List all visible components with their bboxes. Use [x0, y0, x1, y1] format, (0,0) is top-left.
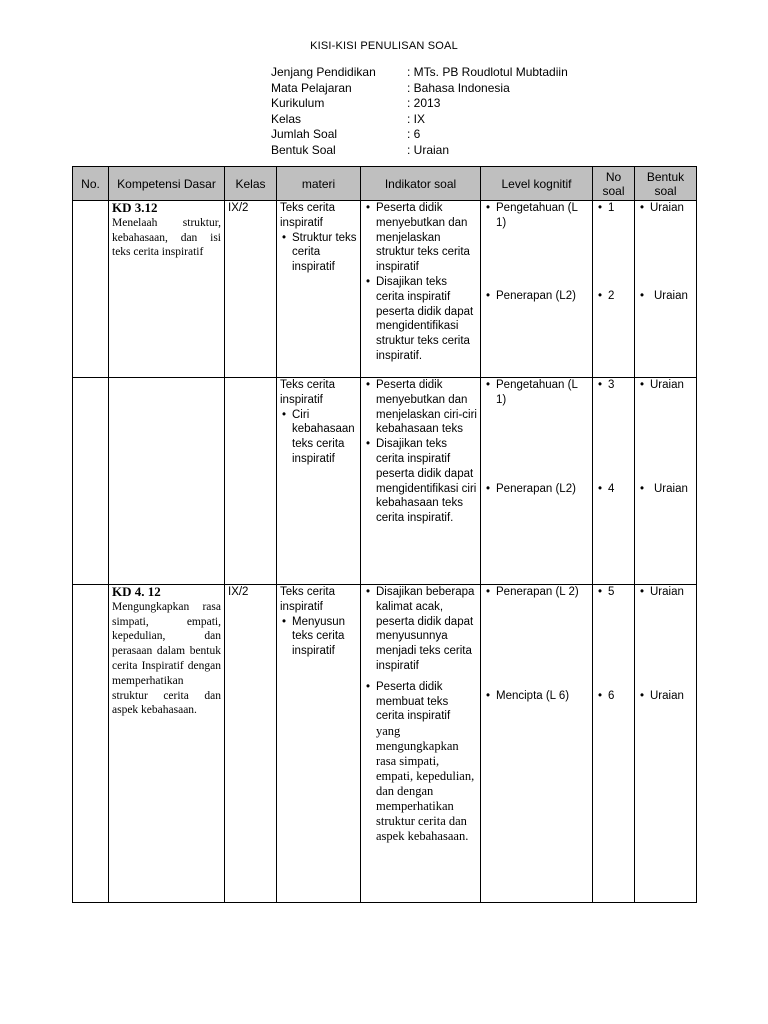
- level-item: • Penerapan (L 2): [496, 585, 589, 689]
- blueprint-table: [72, 166, 697, 903]
- cell-bentuk-soal: [635, 378, 697, 585]
- materi-list: [280, 615, 357, 659]
- cell-indikator: [361, 378, 481, 585]
- header-materi: materi: [277, 167, 361, 201]
- kd-text: Menelaah struktur, kebahasaan, dan isi teks cerita inspiratif: [112, 216, 221, 259]
- level-list: [484, 201, 589, 304]
- meta-row-kelas: [271, 112, 568, 128]
- no-soal-item: • 5: [608, 585, 631, 689]
- cell-no-soal: [593, 201, 635, 378]
- bentuk-item: • Uraian: [650, 689, 693, 704]
- header-no-soal: No soal: [593, 167, 635, 201]
- header-bentuk-soal: Bentuk soal: [635, 167, 697, 201]
- materi-text: Teks cerita inspiratif: [280, 202, 335, 229]
- table-header-row: [73, 167, 697, 201]
- no-soal-item: • 6: [608, 689, 631, 704]
- materi-text: Teks cerita inspiratif: [280, 379, 335, 406]
- meta-row-kurikulum: [271, 96, 568, 112]
- bentuk-item: • Uraian: [650, 482, 693, 497]
- table-row: [73, 585, 697, 903]
- meta-row-mapel: [271, 81, 568, 97]
- level-item: • Penerapan (L2): [496, 289, 589, 304]
- no-soal-item: • 4: [608, 482, 631, 497]
- level-item: • Penerapan (L2): [496, 482, 589, 497]
- meta-value: : MTs. PB Roudlotul Mubtadiin: [407, 65, 568, 79]
- header-level-kognitif: Level kognitif: [481, 167, 593, 201]
- meta-value: : 6: [407, 127, 421, 141]
- indikator-text: Peserta didik membuat teks cerita inspiratif: [376, 680, 451, 723]
- indikator-item: [376, 680, 477, 844]
- no-soal-list: [596, 201, 631, 304]
- materi-item: • Menyusun teks cerita inspiratif: [292, 615, 357, 659]
- cell-kelas: [225, 378, 277, 585]
- table-row: [73, 378, 697, 585]
- indikator-list: [364, 585, 477, 844]
- cell-indikator: [361, 585, 481, 903]
- meta-value: : 2013: [407, 96, 441, 110]
- cell-no: [73, 585, 109, 903]
- cell-level-kognitif: [481, 201, 593, 378]
- level-item: • Pengetahuan (L 1): [496, 378, 589, 467]
- header-kelas: Kelas: [225, 167, 277, 201]
- cell-kompetensi-dasar: [109, 585, 225, 903]
- cell-level-kognitif: [481, 585, 593, 903]
- meta-value: : Bahasa Indonesia: [407, 80, 510, 95]
- bentuk-item: • Uraian: [650, 289, 693, 304]
- indikator-item: • Disajikan beberapa kalimat acak, peserta didik dapat menyusunnya menjadi teks cerita inspiratif: [376, 585, 477, 674]
- no-soal-item: • 3: [608, 378, 631, 482]
- indikator-list: [364, 378, 477, 526]
- cell-level-kognitif: [481, 378, 593, 585]
- level-item: • Mencipta (L 6): [496, 689, 589, 704]
- table-row: [73, 201, 697, 378]
- meta-row-jumlah-soal: [271, 127, 568, 143]
- meta-label: Jenjang Pendidikan: [271, 65, 376, 79]
- no-soal-list: [596, 585, 631, 704]
- materi-item: • Struktur teks cerita inspiratif: [292, 231, 357, 275]
- meta-value: : Uraian: [407, 142, 450, 157]
- cell-bentuk-soal: [635, 201, 697, 378]
- level-list: [484, 585, 589, 704]
- cell-materi: [277, 585, 361, 903]
- header-indikator-soal: Indikator soal: [361, 167, 481, 201]
- indikator-item: • Disajikan teks cerita inspiratif peserta didik dapat mengidentifikasi ciri kebahasaan teks cerita inspiratif.: [376, 437, 477, 526]
- cell-materi: [277, 378, 361, 585]
- level-list: [484, 378, 589, 497]
- meta-label: Bentuk Soal: [271, 142, 336, 157]
- cell-kompetensi-dasar: [109, 378, 225, 585]
- identity-block: [271, 65, 568, 158]
- cell-kompetensi-dasar: [109, 201, 225, 378]
- indikator-list: [364, 201, 477, 364]
- level-item: • Pengetahuan (L 1): [496, 201, 589, 275]
- cell-bentuk-soal: [635, 585, 697, 903]
- materi-list: [280, 231, 357, 275]
- cell-no: [73, 378, 109, 585]
- meta-label: Kelas: [271, 111, 302, 126]
- header-kompetensi-dasar: Kompetensi Dasar: [109, 167, 225, 201]
- cell-indikator: [361, 201, 481, 378]
- no-soal-item: • 1: [608, 201, 631, 289]
- bentuk-list: [638, 201, 693, 304]
- materi-list: [280, 408, 357, 467]
- cell-kelas: IX/2: [225, 585, 277, 903]
- bentuk-list: [638, 378, 693, 497]
- cell-no: [73, 201, 109, 378]
- cell-materi: [277, 201, 361, 378]
- document-title: KISI-KISI PENULISAN SOAL: [310, 40, 458, 52]
- kd-title: KD 3.12: [112, 200, 158, 215]
- cell-kelas: IX/2: [225, 201, 277, 378]
- cell-no-soal: [593, 585, 635, 903]
- cell-no-soal: [593, 378, 635, 585]
- header-no: No.: [73, 167, 109, 201]
- materi-text: Teks cerita inspiratif: [280, 586, 335, 613]
- meta-label: Mata Pelajaran: [271, 80, 352, 95]
- indikator-item: • Disajikan teks cerita inspiratif peserta didik dapat mengidentifikasi struktur teks cerita inspiratif.: [376, 275, 477, 364]
- meta-label: Jumlah Soal: [271, 127, 338, 141]
- indikator-item: • Peserta didik menyebutkan dan menjelaskan ciri-ciri kebahasaan teks: [376, 378, 477, 437]
- no-soal-item: • 2: [608, 289, 631, 304]
- meta-label: Kurikulum: [271, 96, 325, 110]
- no-soal-list: [596, 378, 631, 497]
- indikator-text-continued: yang mengungkapkan rasa simpati, empati, kepedulian, dan dengan memperhatikan struktur cerita dan aspek kebahasaan.: [376, 724, 475, 844]
- kd-text: Mengungkapkan rasa simpati, empati, kepedulian, dan perasaan dalam bentuk cerita Inspiratif dengan memperhatikan struktur cerita dan aspek kebahasaan.: [112, 600, 221, 717]
- meta-value: : IX: [407, 111, 426, 126]
- meta-row-bentuk-soal: [271, 143, 568, 159]
- bentuk-item: • Uraian: [650, 585, 693, 689]
- bentuk-item: • Uraian: [650, 201, 693, 289]
- kd-title: KD 4. 12: [112, 584, 161, 599]
- materi-item: • Ciri kebahasaan teks cerita inspiratif: [292, 408, 357, 467]
- indikator-item: • Peserta didik menyebutkan dan menjelaskan struktur teks cerita inspiratif: [376, 201, 477, 275]
- bentuk-list: [638, 585, 693, 704]
- meta-row-jenjang: [271, 65, 568, 81]
- bentuk-item: • Uraian: [650, 378, 693, 482]
